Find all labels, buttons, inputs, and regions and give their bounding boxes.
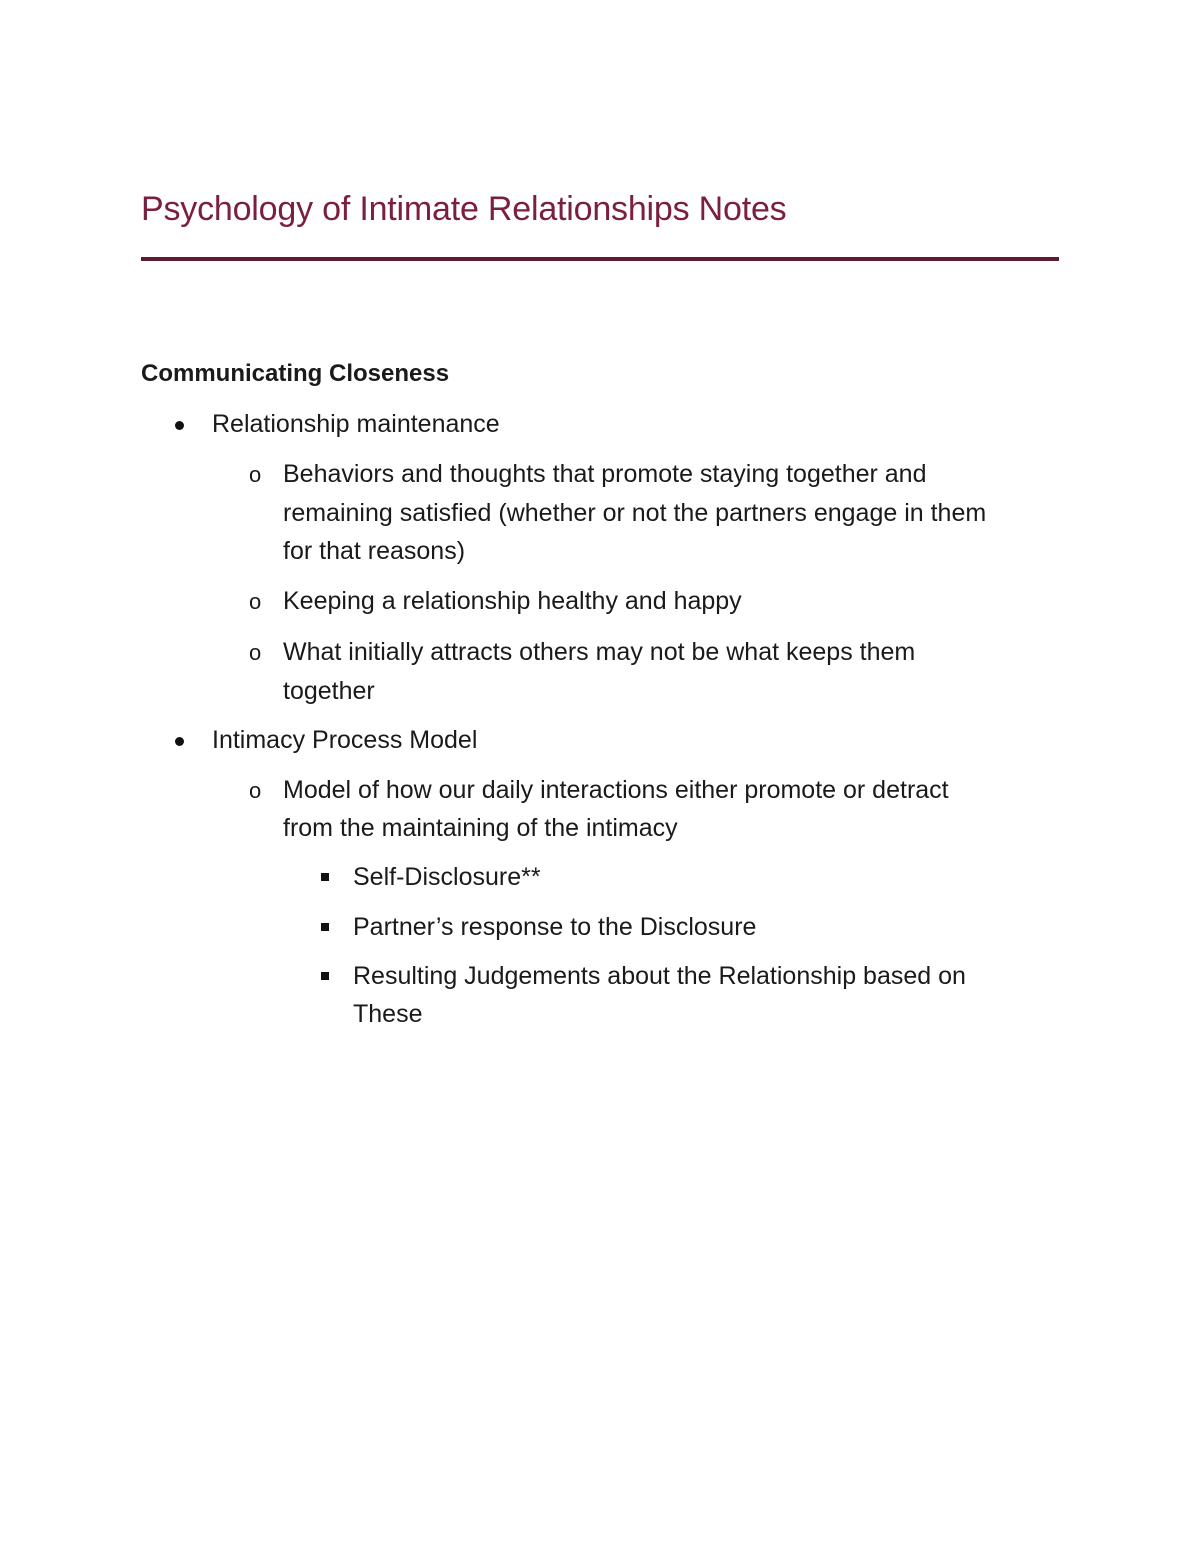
sub-sub-bullet-line: Resulting Judgements about the Relationship based on — [353, 962, 966, 990]
hollow-o-bullet-icon: o — [249, 589, 262, 614]
sub-bullet-line: Model of how our daily interactions either promote or detract — [283, 776, 949, 804]
section-heading: Communicating Closeness — [141, 360, 450, 387]
sub-sub-bullet-line: Self-Disclosure** — [353, 863, 541, 891]
sub-sub-bullet-line: Partner’s response to the Disclosure — [353, 913, 757, 941]
hollow-o-bullet-icon: o — [249, 462, 262, 487]
sub-bullet-line: remaining satisfied (whether or not the partners engage in them — [283, 499, 987, 527]
sub-sub-bullet-line: These — [353, 1000, 423, 1028]
hollow-o-bullet-icon: o — [249, 778, 262, 803]
filled-circle-bullet-icon — [175, 421, 184, 430]
sub-bullet-line: for that reasons) — [283, 537, 466, 565]
sub-bullet-line: together — [283, 677, 375, 705]
title-underline-rule — [141, 257, 1059, 261]
bullet-item-intimacy-process-model: Intimacy Process Model — [212, 726, 478, 754]
filled-square-bullet-icon — [321, 972, 329, 980]
filled-square-bullet-icon — [321, 923, 329, 931]
document-title: Psychology of Intimate Relationships Notes — [141, 190, 787, 228]
sub-bullet-line: Keeping a relationship healthy and happy — [283, 587, 742, 615]
hollow-o-bullet-icon: o — [249, 640, 262, 665]
sub-bullet-line: from the maintaining of the intimacy — [283, 814, 678, 842]
sub-bullet-line: Behaviors and thoughts that promote staying together and — [283, 460, 927, 488]
filled-circle-bullet-icon — [175, 737, 184, 746]
bullet-item-relationship-maintenance: Relationship maintenance — [212, 410, 500, 438]
sub-bullet-line: What initially attracts others may not be what keeps them — [283, 638, 916, 666]
filled-square-bullet-icon — [321, 873, 329, 881]
